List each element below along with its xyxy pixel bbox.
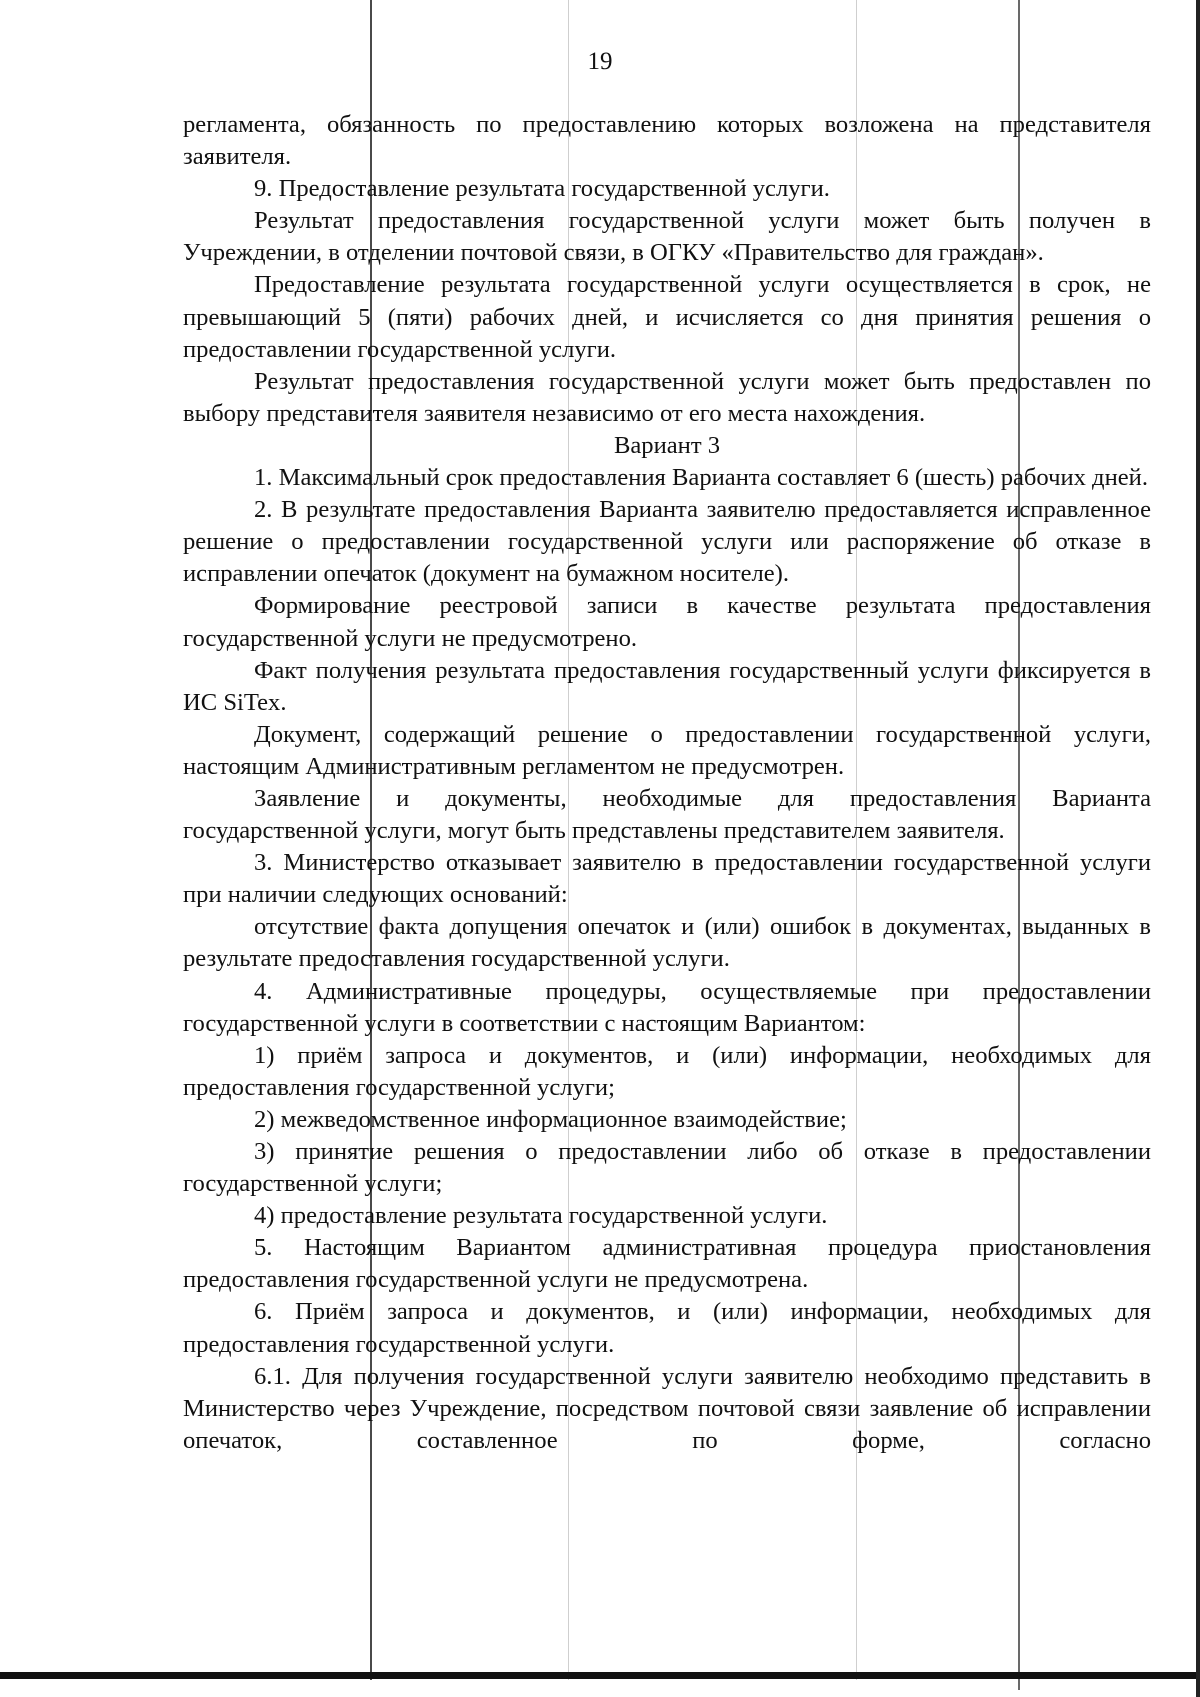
paragraph: 4. Административные процедуры, осуществляемые при предоставлении государственной услуги в соответствии с настоящим Вариантом:	[183, 977, 1151, 1037]
section-heading: Вариант 3	[613, 431, 721, 459]
paragraph: 6. Приём запроса и документов, и (или) информации, необходимых для предоставления государственной услуги.	[183, 1298, 1151, 1358]
paragraph: Формирование реестровой записи в качестве результата предоставления государственной услуги не предусмотрено.	[183, 592, 1151, 652]
paragraph: Заявление и документы, необходимые для предоставления Варианта государственной услуги, могут быть представлены представителем заявителя.	[183, 784, 1151, 845]
paragraph: 2. В результате предоставления Варианта заявителю предоставляется исправленное решение о предоставлении государственной услуги или распоряжение об отказе в исправлении опечаток (документ на бумажном носителе).	[183, 496, 1151, 588]
paragraph: 4) предоставление результата государственной услуги.	[254, 1202, 828, 1230]
paragraph: 1) приём запроса и документов, и (или) информации, необходимых для предоставления государственной услуги;	[183, 1041, 1151, 1101]
page-number: 19	[587, 48, 613, 75]
paragraph: 2) межведомственное информационное взаимодействие;	[254, 1105, 847, 1133]
paragraph: 5. Настоящим Вариантом административная процедура приостановления предоставления государственной услуги не предусмотрена.	[183, 1234, 1151, 1294]
paragraph: Результат предоставления государственной услуги может быть предоставлен по выбору представителя заявителя независимо от его места нахождения.	[183, 367, 1151, 427]
paragraph: Документ, содержащий решение о предоставлении государственной услуги, настоящим Административным регламентом не предусмотрен.	[183, 720, 1151, 780]
paragraph: 3) принятие решения о предоставлении либо об отказе в предоставлении государственной услуги;	[183, 1138, 1151, 1198]
paragraph: 1. Максимальный срок предоставления Варианта составляет 6 (шесть) рабочих дней.	[254, 464, 1148, 492]
paragraph: Предоставление результата государственной услуги осуществляется в срок, не превышающий 5 (пяти) рабочих дней, и исчисляется со дня принятия решения о предоставлении государственной услуги.	[183, 271, 1151, 363]
paragraph: Факт получения результата предоставления государственный услуги фиксируется в ИС SiTex.	[183, 656, 1151, 716]
paragraph: Результат предоставления государственной услуги может быть получен в Учреждении, в отделении почтовой связи, в ОГКУ «Правительство для граждан».	[183, 207, 1151, 267]
paragraph: отсутствие факта допущения опечаток и (или) ошибок в документах, выданных в результате предоставления государственной услуги.	[183, 913, 1151, 973]
paragraph: 6.1. Для получения государственной услуги заявителю необходимо представить в Министерство через Учреждение, посредством почтовой связи заявление об исправлении опечаток, составленное по форме, согласно	[183, 1362, 1151, 1454]
scan-artifact-bottom-edge	[0, 1672, 1200, 1679]
scan-artifact-right-edge	[1196, 0, 1200, 1697]
paragraph: регламента, обязанность по предоставлению которых возложена на представителя заявителя.	[183, 111, 1151, 171]
document-body	[183, 109, 1151, 1489]
paragraph: 9. Предоставление результата государственной услуги.	[254, 175, 830, 203]
paragraph: 3. Министерство отказывает заявителю в предоставлении государственной услуги при наличии следующих оснований:	[183, 849, 1151, 909]
